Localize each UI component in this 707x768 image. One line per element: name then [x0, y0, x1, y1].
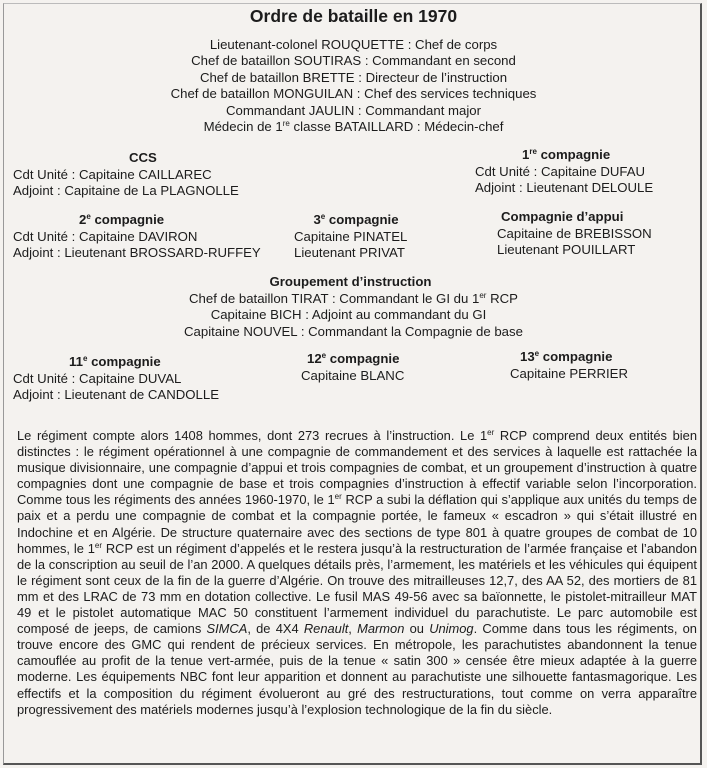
unit-cie1: [475, 147, 653, 197]
unit-heading: 1re compagnie: [522, 147, 611, 162]
unit-heading: 11e compagnie: [69, 354, 161, 369]
unit-groupement-instruction: [0, 274, 707, 340]
unit-line: Cdt Unité : Capitaine DUFAU: [475, 163, 646, 179]
unit-appui: [497, 209, 652, 259]
unit-cie3: [286, 212, 426, 262]
unit-cie13: [510, 349, 628, 382]
unit-heading: 12e compagnie: [307, 351, 400, 366]
page-title: Ordre de bataille en 1970: [249, 6, 458, 26]
unit-line: Capitaine NOUVEL : Commandant la Compagnie de base: [184, 323, 523, 339]
unit-heading: Compagnie d’appui: [501, 209, 624, 224]
unit-cie11: [13, 354, 219, 404]
staff-line: Commandant JAULIN : Commandant major: [225, 102, 482, 118]
unit-line: Chef de bataillon TIRAT : Commandant le GI du 1er RCP: [189, 290, 518, 306]
unit-line: Adjoint : Lieutenant de CANDOLLE: [13, 387, 219, 402]
unit-line: Capitaine BICH : Adjoint au commandant du GI: [210, 307, 487, 322]
staff-line: Chef de bataillon SOUTIRAS : Commandant en second: [191, 53, 516, 69]
unit-line: Lieutenant PRIVAT: [294, 245, 405, 260]
unit-line: Adjoint : Capitaine de La PLAGNOLLE: [13, 183, 239, 198]
unit-line: Cdt Unité : Capitaine DUVAL: [13, 370, 182, 386]
unit-ccs: [13, 150, 239, 200]
body-paragraph: [17, 428, 697, 718]
unit-heading: 13e compagnie: [520, 349, 613, 364]
unit-cie2: [13, 212, 261, 262]
unit-line: Adjoint : Lieutenant DELOULE: [475, 180, 654, 195]
unit-heading: 2e compagnie: [79, 212, 165, 227]
unit-line: Cdt Unité : Capitaine CAILLAREC: [13, 166, 212, 182]
staff-line: Chef de bataillon BRETTE : Directeur de l’instruction: [199, 69, 508, 85]
unit-heading: 3e compagnie: [313, 212, 399, 227]
unit-heading: Groupement d’instruction: [269, 274, 432, 289]
unit-line: Capitaine PERRIER: [510, 365, 629, 381]
staff-line: Médecin de 1re classe BATAILLARD : Médecin-chef: [203, 119, 504, 135]
unit-line: Lieutenant POUILLART: [497, 242, 636, 257]
unit-line: Adjoint : Lieutenant BROSSARD-RUFFEY: [13, 245, 261, 260]
staff-list: [0, 37, 707, 135]
paragraph-text: Le régiment compte alors 1408 hommes, dont 273 recrues à l’instruction. Le 1er RCP comprend deux entités bien distinctes : le régiment opérationnel à une compagnie de commandement et des services à laquelle est rattachée la musique divisionnaire, une compagnie d’appui et trois compagnies de combat, et un groupement d’instruction à quatre compagnies dont une compagnie de base et trois compagnies d’instruction à effectif variable selon l’incorporation. Comme tous les régiments des années 1960-1970, le 1er RCP a subi la déflation qui s’applique aux unités du temps de paix et a perdu une compagnie de combat et la compagnie portée, le fameux « escadron » qui s’était illustré en Indochine et en Algérie. De structure quaternaire avec des sections de type 801 à quatre groupes de combat de 10 hommes, le 1er RCP est un régiment d’appelés et le restera jusqu’à la restructuration de l’armée française et l’abandon de la conscription au seuil de l’an 2000. A quelques détails près, l’armement, les matériels et les véhicules qui équipent le régiment sont ceux de la fin de la guerre d’Algérie. On trouve des mitrailleuses 12,7, des AA 52, des mortiers de 81 mm et des LRAC de 73 mm en dotation collective. Le fusil MAS 49-56 avec sa baïonnette, le pistolet-mitrailleur MAT 49 et le pistolet automatique MAC 50 constituent l’armement individuel du parachutiste. Le parc automobile est composé de jeeps, de camions SIMCA, de 4X4 Renault, Marmon ou Unimog. Comme dans tous les régiments, on trouve encore des GMC qui rendent de précieux services. En métropole, les parachutistes abandonnent la tenue camouflée au profit de la tenue vert-armée, puis de la tenue « satin 300 » censée être mieux adaptée à la guerre moderne. Les équipements NBC font leur apparition et donnent au parachutiste une silhouette fantasmagorique. Les effectifs et la composition du régiment évolueront au gré des restructurations, tout comme on verra apparaître progressivement des matériels modernes jusqu’à l’explosion technologique de la fin du siècle.: [17, 428, 697, 717]
staff-line: Lieutenant-colonel ROUQUETTE : Chef de corps: [209, 37, 498, 52]
unit-heading: CCS: [129, 150, 157, 165]
unit-line: Cdt Unité : Capitaine DAVIRON: [13, 228, 198, 244]
unit-line: Capitaine de BREBISSON: [497, 225, 652, 241]
unit-line: Capitaine BLANC: [301, 367, 405, 383]
unit-line: Capitaine PINATEL: [294, 228, 408, 244]
unit-cie12: [301, 351, 404, 384]
staff-line: Chef de bataillon MONGUILAN : Chef des services techniques: [170, 86, 537, 102]
